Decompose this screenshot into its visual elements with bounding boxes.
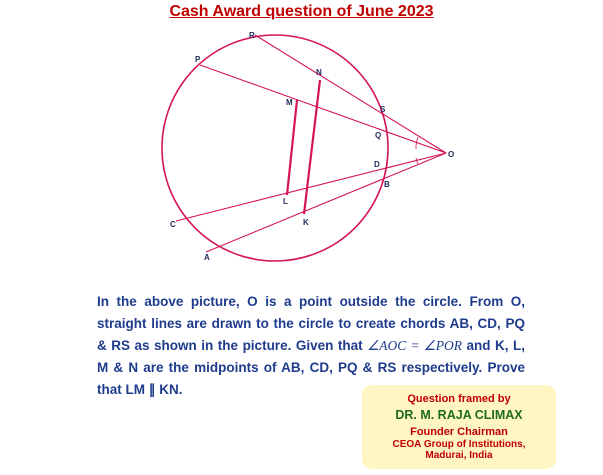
point-label-c: C [170, 220, 176, 229]
angle-por: ∠POR [423, 338, 462, 353]
angle-aoc: ∠AOC [367, 338, 407, 353]
credit-line1: Question framed by [407, 393, 511, 405]
line-o-r [255, 35, 446, 153]
page-title: Cash Award question of June 2023 [169, 3, 434, 20]
point-label-b: B [384, 180, 390, 189]
line-o-p [200, 65, 446, 153]
segment-lm [287, 100, 297, 195]
line-o-a [206, 153, 446, 252]
point-label-d: D [374, 160, 380, 169]
credit-organization: CEOA Group of Institutions, [392, 439, 526, 450]
point-label-l: L [283, 197, 288, 206]
point-label-s: S [380, 105, 386, 114]
credit-author: DR. M. RAJA CLIMAX [395, 408, 523, 422]
credit-box [362, 385, 556, 469]
point-label-m: M [286, 98, 293, 107]
credit-role: Founder Chairman [410, 426, 508, 438]
problem-text-part1: In the above picture, O is a point outside the circle. From O, straight lines are drawn to the circle to create chords AB, CD, PQ & RS as shown in the picture. Given that [97, 294, 525, 353]
point-label-r: R [249, 31, 255, 40]
equals-sign: = [406, 338, 424, 353]
point-label-a: A [204, 253, 210, 262]
circle [162, 35, 388, 261]
segment-kn [304, 80, 320, 214]
point-label-o: O [448, 150, 455, 159]
point-label-q: Q [375, 131, 382, 140]
point-label-k: K [303, 218, 309, 227]
credit-location: Madurai, India [425, 450, 493, 461]
problem-text-part2: and K, L, M & N are the midpoints of AB, CD, PQ & RS respectively. Prove that LM ∥ KN. [97, 338, 526, 397]
point-label-p: P [195, 55, 201, 64]
point-label-n: N [316, 68, 322, 77]
